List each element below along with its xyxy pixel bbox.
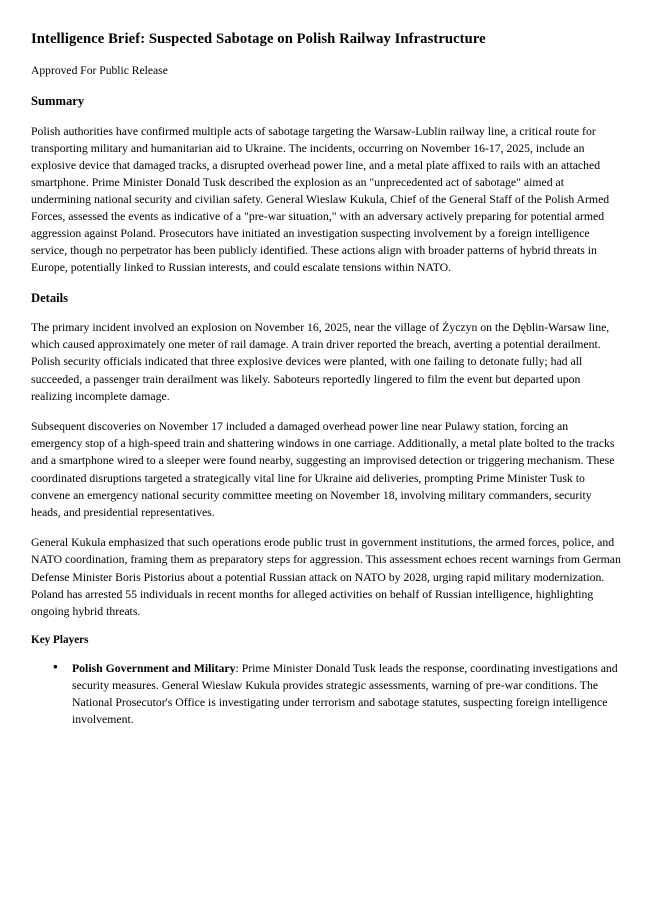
list-item <box>53 660 622 728</box>
key-player-lead: Polish Government and Military <box>72 661 236 675</box>
key-players-list <box>31 660 622 728</box>
document-subtitle: Approved For Public Release <box>31 64 168 78</box>
details-paragraph-2: Subsequent discoveries on November 17 included a damaged overhead power line near Pulawy station, forcing an emergency stop of a high-speed train and shattering windows in one carriage. Additionally, a metal plate bolted to the tracks and a smartphone wired to a sleeper were found nearby, suggesting an improvised detection or triggering mechanism. These coordinated disruptions targeted a strategically vital line for Ukraine aid deliveries, prompting Prime Minister Tusk to convene an emergency national security committee meeting on November 18, involving military commanders, security heads, and presidential representatives. <box>31 420 615 519</box>
page-bottom-spacer <box>31 741 622 797</box>
key-player-text: : Prime Minister Donald Tusk leads the response, coordinating investigations and security measures. General Wieslaw Kukula provides strategic assessments, warning of pre-war conditions. The National Prosecutor's Office is investigating under terrorism and sabotage statutes, suspecting foreign intelligence involvement. <box>72 661 618 727</box>
section-heading-summary: Summary <box>31 94 85 109</box>
section-heading-details: Details <box>31 290 69 305</box>
details-paragraph-3: General Kukula emphasized that such operations erode public trust in government institutions, the armed forces, police, and NATO coordination, framing them as preparatory steps for aggression. This assessment echoes recent warnings from German Defense Minister Boris Pistorius about a potential Russian attack on NATO by 2028, urging rapid military modernization. Poland has arrested 55 individuals in recent months for alleged activities on behalf of Russian intelligence, highlighting ongoing hybrid threats. <box>31 536 621 618</box>
summary-paragraph: Polish authorities have confirmed multiple acts of sabotage targeting the Warsaw-Lublin railway line, a critical route for transporting military and humanitarian aid to Ukraine. The incidents, occurring on November 16-17, 2025, include an explosive device that damaged tracks, a disrupted overhead power line, and a metal plate affixed to rails with an attached smartphone. Prime Minister Donald Tusk described the explosion as an "unprecedented act of sabotage" aimed at undermining national security and civilian safety. General Wieslaw Kukula, Chief of the General Staff of the Polish Armed Forces, assessed the events as indicative of a "pre-war situation," with an adversary actively preparing for potential armed aggression against Poland. Prosecutors have initiated an investigation suspecting involvement by a foreign intelligence service, though no perpetrator has been publicly identified. These actions align with broader patterns of hybrid threats in Europe, potentially linked to Russian interests, and could escalate tensions within NATO. <box>31 124 610 275</box>
details-paragraph-1: The primary incident involved an explosion on November 16, 2025, near the village of Życzyn on the Dęblin-Warsaw line, which caused approximately one meter of rail damage. A train driver reported the breach, averting a potential derailment. Polish security officials indicated that three explosive devices were planted, with one failing to detonate fully; had all succeeded, a passenger train derailment was likely. Saboteurs reportedly lingered to film the event but departed upon realizing incomplete damage. <box>31 321 610 403</box>
document-title: Intelligence Brief: Suspected Sabotage on Polish Railway Infrastructure <box>31 31 486 47</box>
section-heading-key-players: Key Players <box>31 634 89 647</box>
